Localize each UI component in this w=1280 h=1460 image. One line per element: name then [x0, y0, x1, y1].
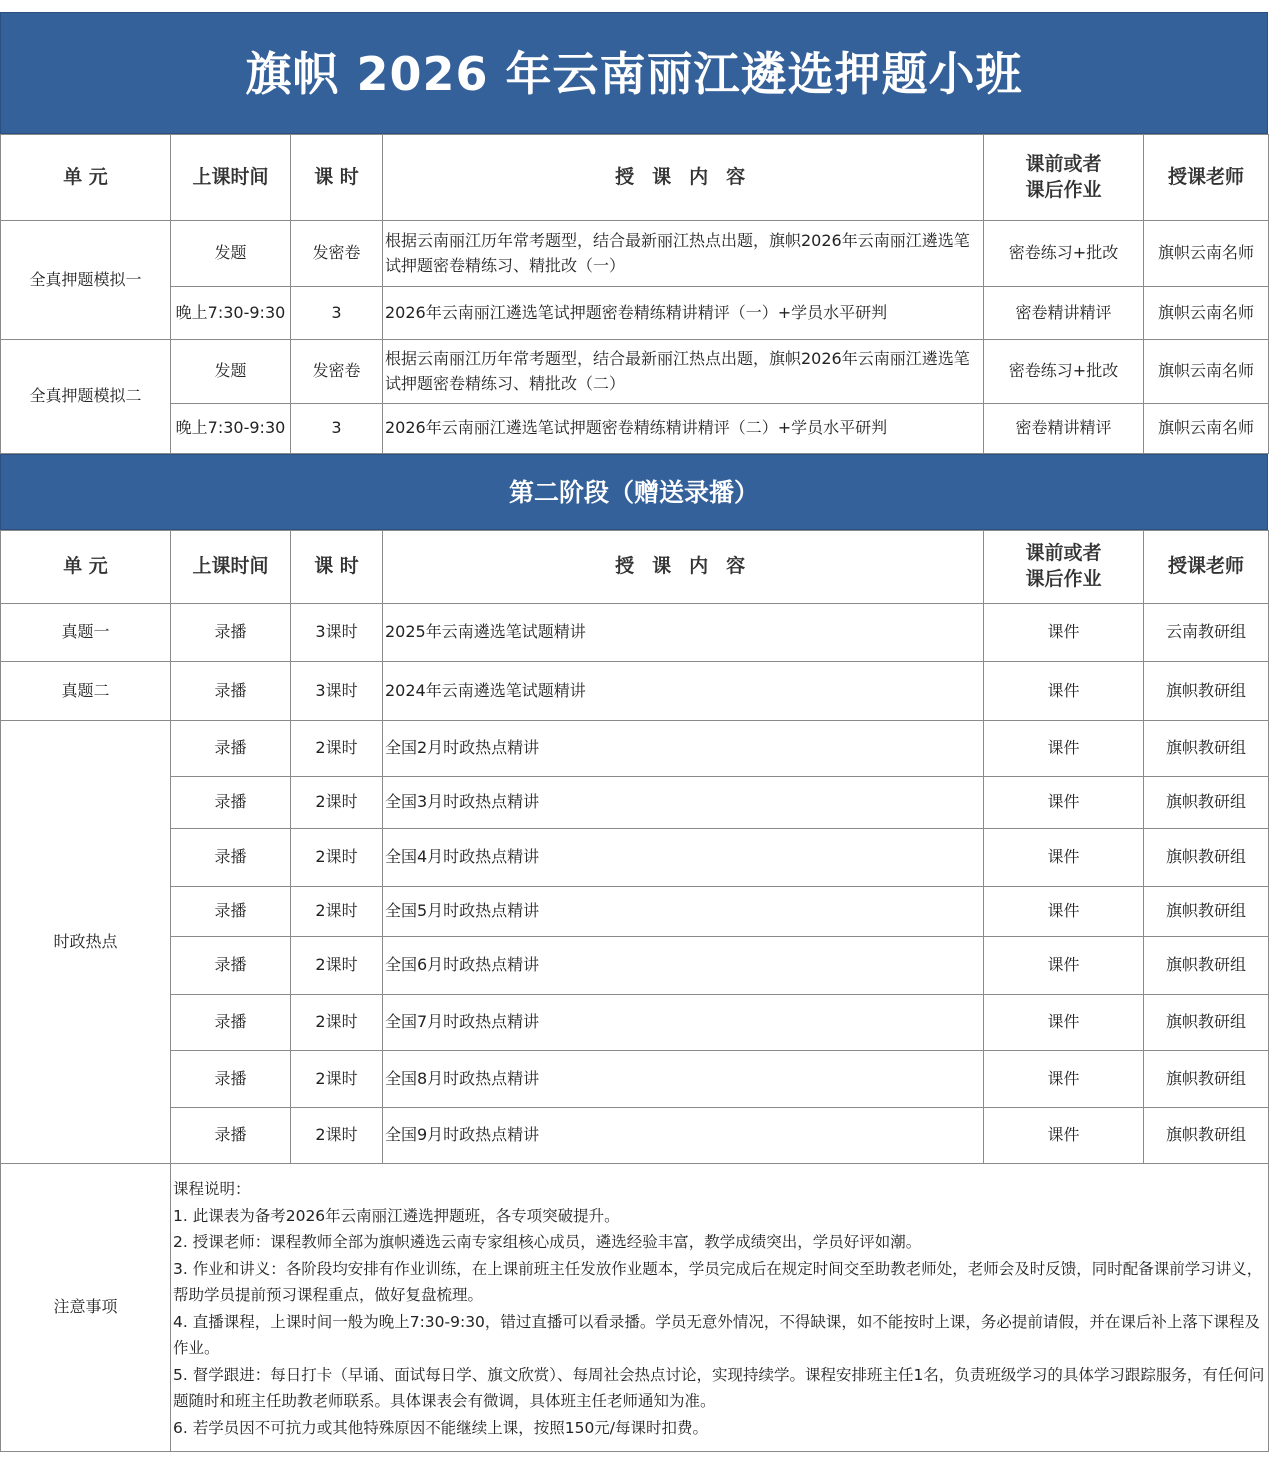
unit-cell: 全真押题模拟二: [1, 340, 171, 454]
time-cell: 发题: [171, 340, 291, 404]
teacher-cell: 旗帜云南名师: [1144, 404, 1269, 454]
stage1-header-row: [1, 135, 1269, 221]
homework-cell: 课件: [984, 721, 1144, 777]
header-homework-line1: 课前或者: [1025, 152, 1102, 175]
content-cell: 根据云南丽江历年常考题型，结合最新丽江热点出题，旗帜2026年云南丽江遴选笔试押题密卷精练习、精批改（一）: [383, 221, 984, 287]
unit-cell: 真题二: [1, 662, 171, 721]
table-row: [1, 937, 1269, 995]
note-item: 2. 授课老师：课程教师全部为旗帜遴选云南专家组核心成员，遴选经验丰富，教学成绩突出，学员好评如潮。: [173, 1233, 922, 1251]
content-cell: 全国5月时政热点精讲: [383, 887, 984, 937]
header-homework: [984, 531, 1144, 604]
header-content: 授 课 内 容: [383, 531, 984, 604]
homework-cell: 密卷练习+批改: [984, 340, 1144, 404]
teacher-cell: 旗帜教研组: [1144, 887, 1269, 937]
header-hours: 课 时: [291, 135, 383, 221]
page-title: 旗帜 2026 年云南丽江遴选押题小班: [0, 12, 1268, 134]
unit-cell: 时政热点: [1, 721, 171, 1164]
header-homework-line1: 课前或者: [1025, 542, 1102, 565]
content-cell: 全国4月时政热点精讲: [383, 829, 984, 887]
hours-cell: 3课时: [291, 662, 383, 721]
table-row: [1, 777, 1269, 829]
time-cell: 录播: [171, 662, 291, 721]
table-row: [1, 604, 1269, 662]
content-cell: 全国3月时政热点精讲: [383, 777, 984, 829]
hours-cell: 3: [291, 287, 383, 340]
time-cell: 录播: [171, 829, 291, 887]
teacher-cell: 旗帜教研组: [1144, 1051, 1269, 1108]
teacher-cell: 旗帜教研组: [1144, 829, 1269, 887]
stage1-table: [0, 134, 1269, 454]
note-item: 5. 督学跟进：每日打卡（早诵、面试每日学、旗文欣赏）、每周社会热点讨论，实现持续学。课程安排班主任1名，负责班级学习的具体学习跟踪服务，有任何问题随时和班主任助教老师联系。具体课表会有微调，具体班主任老师通知为准。: [173, 1365, 1265, 1410]
content-cell: 全国9月时政热点精讲: [383, 1108, 984, 1164]
teacher-cell: 旗帜教研组: [1144, 721, 1269, 777]
hours-cell: 2课时: [291, 1051, 383, 1108]
note-item: 6. 若学员因不可抗力或其他特殊原因不能继续上课，按照150元/每课时扣费。: [173, 1418, 709, 1437]
hours-cell: 2课时: [291, 777, 383, 829]
time-cell: 录播: [171, 995, 291, 1051]
homework-cell: 密卷精讲精评: [984, 287, 1144, 340]
time-cell: 晚上7:30-9:30: [171, 287, 291, 340]
table-row: [1, 1108, 1269, 1164]
homework-cell: 课件: [984, 887, 1144, 937]
hours-cell: 2课时: [291, 995, 383, 1051]
content-cell: 2026年云南丽江遴选笔试押题密卷精练精讲精评（一）+学员水平研判: [383, 287, 984, 340]
content-cell: 2024年云南遴选笔试题精讲: [383, 662, 984, 721]
header-unit: 单 元: [1, 531, 171, 604]
header-hours: 课 时: [291, 531, 383, 604]
note-item: 4. 直播课程，上课时间一般为晚上7:30-9:30，错过直播可以看录播。学员无意外情况，不得缺课，如不能按时上课，务必提前请假，并在课后补上落下课程及作业。: [173, 1312, 1260, 1357]
header-unit: 单 元: [1, 135, 171, 221]
header-content: 授 课 内 容: [383, 135, 984, 221]
time-cell: 录播: [171, 887, 291, 937]
header-time: 上课时间: [171, 531, 291, 604]
teacher-cell: 旗帜云南名师: [1144, 287, 1269, 340]
homework-cell: 密卷练习+批改: [984, 221, 1144, 287]
table-row: [1, 221, 1269, 287]
content-cell: 全国2月时政热点精讲: [383, 721, 984, 777]
homework-cell: 课件: [984, 1108, 1144, 1164]
time-cell: 录播: [171, 604, 291, 662]
hours-cell: 3课时: [291, 604, 383, 662]
table-row: [1, 721, 1269, 777]
schedule-sheet: [0, 12, 1268, 1452]
homework-cell: 课件: [984, 829, 1144, 887]
table-row: [1, 995, 1269, 1051]
notes-label: 注意事项: [1, 1164, 171, 1452]
homework-cell: 课件: [984, 1051, 1144, 1108]
content-cell: 全国7月时政热点精讲: [383, 995, 984, 1051]
time-cell: 录播: [171, 777, 291, 829]
header-homework-line2: 课后作业: [1025, 568, 1102, 590]
homework-cell: 课件: [984, 662, 1144, 721]
unit-cell: 真题一: [1, 604, 171, 662]
content-cell: 全国8月时政热点精讲: [383, 1051, 984, 1108]
hours-cell: 2课时: [291, 721, 383, 777]
hours-cell: 2课时: [291, 1108, 383, 1164]
table-row: [1, 287, 1269, 340]
teacher-cell: 旗帜教研组: [1144, 937, 1269, 995]
hours-cell: 发密卷: [291, 221, 383, 287]
hours-cell: 3: [291, 404, 383, 454]
teacher-cell: 旗帜云南名师: [1144, 340, 1269, 404]
teacher-cell: 旗帜教研组: [1144, 995, 1269, 1051]
content-cell: 全国6月时政热点精讲: [383, 937, 984, 995]
homework-cell: 课件: [984, 937, 1144, 995]
homework-cell: 课件: [984, 995, 1144, 1051]
unit-cell: 全真押题模拟一: [1, 221, 171, 340]
table-row: [1, 887, 1269, 937]
teacher-cell: 旗帜教研组: [1144, 777, 1269, 829]
stage2-table: [0, 530, 1269, 1452]
time-cell: 晚上7:30-9:30: [171, 404, 291, 454]
table-row: [1, 829, 1269, 887]
table-row: [1, 340, 1269, 404]
hours-cell: 2课时: [291, 829, 383, 887]
teacher-cell: 旗帜教研组: [1144, 1108, 1269, 1164]
time-cell: 录播: [171, 721, 291, 777]
note-item: 3. 作业和讲义：各阶段均安排有作业训练，在上课前班主任发放作业题本，学员完成后在规定时间交至助教老师处，老师会及时反馈，同时配备课前学习讲义，帮助学员提前预习课程重点，做好复盘梳理。: [173, 1259, 1263, 1304]
notes-row: [1, 1164, 1269, 1452]
note-item: 1. 此课表为备考2026年云南丽江遴选押题班，各专项突破提升。: [173, 1206, 620, 1225]
header-time: 上课时间: [171, 135, 291, 221]
header-homework: [984, 135, 1144, 221]
header-teacher: 授课老师: [1144, 531, 1269, 604]
time-cell: 发题: [171, 221, 291, 287]
table-row: [1, 404, 1269, 454]
header-teacher: 授课老师: [1144, 135, 1269, 221]
hours-cell: 发密卷: [291, 340, 383, 404]
notes-heading: 课程说明：: [173, 1180, 251, 1198]
stage2-title: 第二阶段（赠送录播）: [0, 454, 1268, 530]
teacher-cell: 旗帜教研组: [1144, 662, 1269, 721]
content-cell: 根据云南丽江历年常考题型，结合最新丽江热点出题，旗帜2026年云南丽江遴选笔试押题密卷精练习、精批改（二）: [383, 340, 984, 404]
homework-cell: 课件: [984, 777, 1144, 829]
hours-cell: 2课时: [291, 937, 383, 995]
time-cell: 录播: [171, 1108, 291, 1164]
header-homework-line2: 课后作业: [1025, 178, 1102, 201]
stage2-header-row: [1, 531, 1269, 604]
teacher-cell: 旗帜云南名师: [1144, 221, 1269, 287]
homework-cell: 课件: [984, 604, 1144, 662]
hours-cell: 2课时: [291, 887, 383, 937]
homework-cell: 密卷精讲精评: [984, 404, 1144, 454]
table-row: [1, 1051, 1269, 1108]
time-cell: 录播: [171, 1051, 291, 1108]
content-cell: 2026年云南丽江遴选笔试押题密卷精练精讲精评（二）+学员水平研判: [383, 404, 984, 454]
table-row: [1, 662, 1269, 721]
teacher-cell: 云南教研组: [1144, 604, 1269, 662]
content-cell: 2025年云南遴选笔试题精讲: [383, 604, 984, 662]
notes-body: [171, 1164, 1269, 1452]
time-cell: 录播: [171, 937, 291, 995]
